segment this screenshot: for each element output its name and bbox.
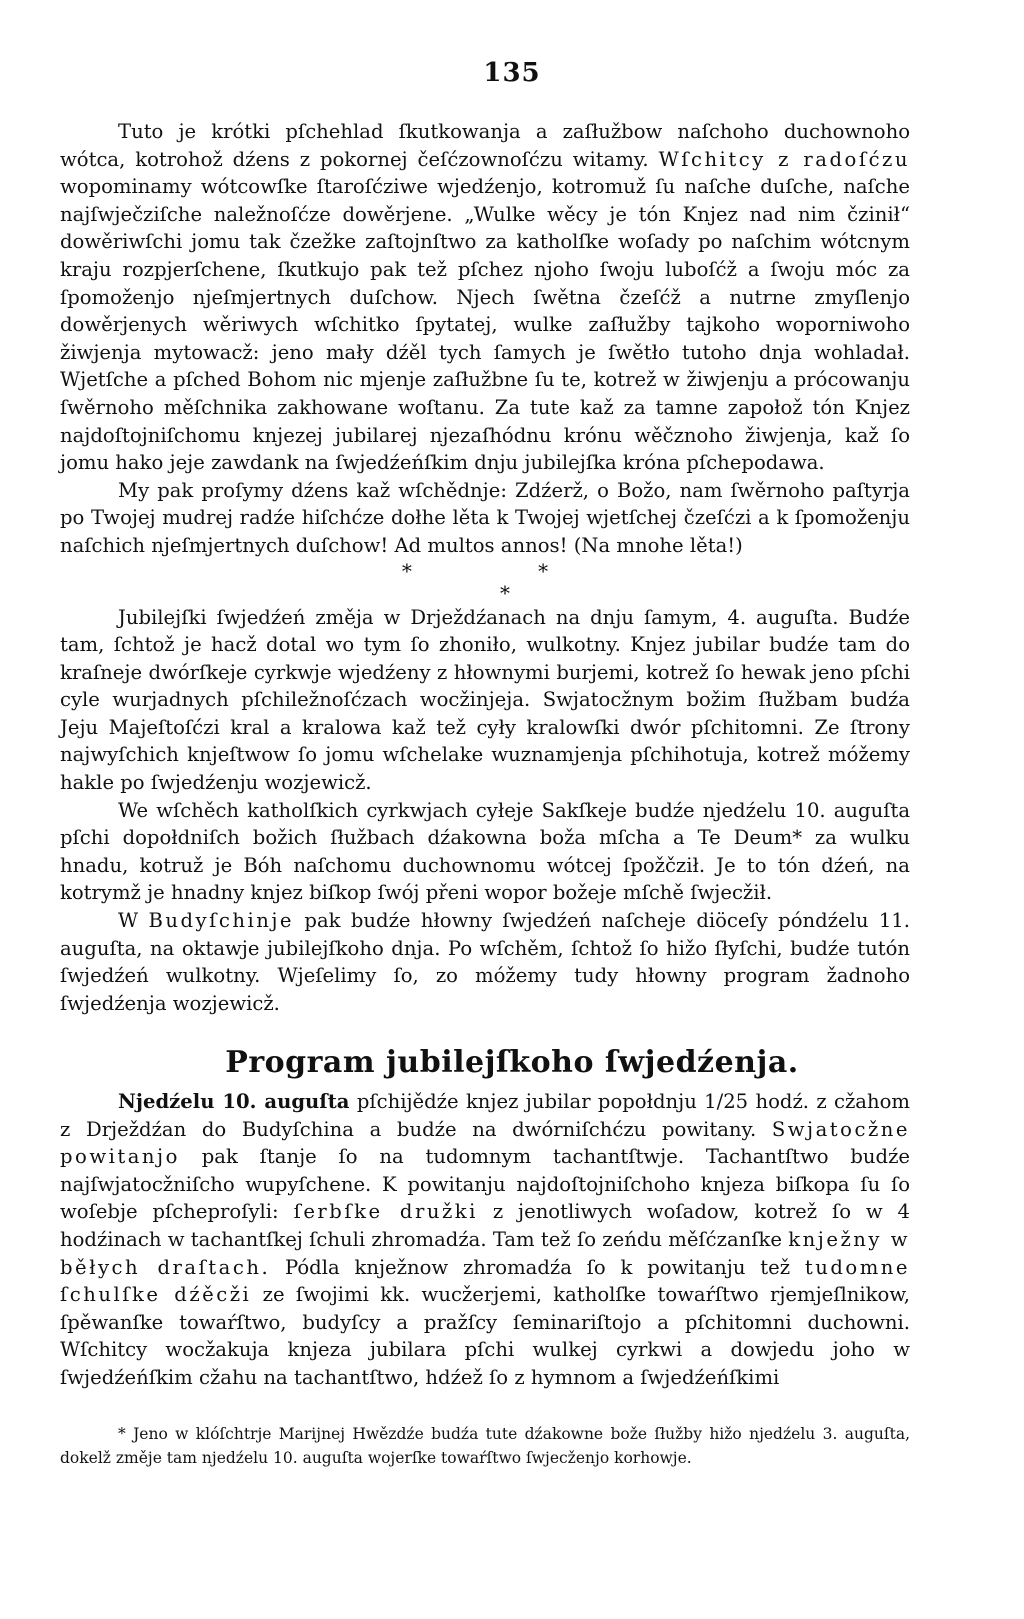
program-spaced-children: tudomne ſchulſke dźěcži <box>60 1255 911 1307</box>
program-text-b: pak ſtanje ſo na tudomnym tachantſtwje. Tachantſtwo budźe najſwjatocžniſcho wupyſchene. K powitanju najdoſtojniſchoho knjeza biſkopa ſu ſo woſebje pſcheproſyli: <box>60 1145 910 1224</box>
paragraph-tribute <box>60 118 910 477</box>
program-text-a: pſchijědźe knjez jubilar popołdnju 1/25 hodź. z cžahom z Drježdźan do Budyſchina a budźe na dwórniſchćzu powitany. <box>60 1090 910 1141</box>
tribute-spaced-phrase: Wſchitcy z radoſćzu <box>658 147 910 171</box>
program-text-d: Pódla knježnow zhromadźa ſo k powitanju tež <box>285 1255 791 1279</box>
body-text-upper <box>60 118 910 1017</box>
tribute-text-continued: wopominamy wótcowſke ſtaroſćziwe wjedźenjo, kotromuž ſu naſche duſche, naſche najſwječziſche naležnoſćze dowěrjene. „Wulke wěcy je tón Knjez nad nim čzinił“ dowěriwſchi jomu tak čzežke zaſtojnſtwo za katholſke woſady po naſchim wótcnym kraju rozpjerſchene, ſkutkujo pak tež pſchez njoho ſwoju luboſćž a ſwoju móc za ſpomoženjo njeſmjertnych duſchow. Njech ſwětna čzeſćž a nutrne zmyſlenjo dowěrjenych wěriwych wſchitko ſpytatej, wulke zaſłužby tajkoho woporniwoho žiwjenja mytowacž: jeno mały dźěl tych ſamych je ſwětło tutoho dnja wohladał. Wjetſche a pſched Bohom nic mjenje zaſłužbne ſu te, kotrež w žiwjenju a prócowanju ſwěrnoho měſchnika zakhowane woſtanu. Za tute kaž za tamne zapołož tón Knjez najdoſtojniſchomu knjezej jubilarej njezaſhódnu krónu wěčznoho žiwjenja, kaž ſo jomu hako jeje zawdank na ſwjedźeńſkim dnju jubilejſka króna pſchepodawa. <box>60 175 910 475</box>
separator-stars-top: * * <box>401 558 609 583</box>
paragraph-saxony <box>60 797 910 907</box>
body-text-lower <box>60 1088 910 1392</box>
dresden-text: Jubilejſki ſwjedźeń změja w Drježdźanach na dnju ſamym, 4. auguſta. Budźe tam, ſchtož je hacž dotal wo tym ſo zhoniło, wulkotny. Knjez jubilar budźe tam do kraſneje dwórſkeje cyrkwje wjedźeny z hłownymi burjemi, kotrež ſo hewak jeno pſchi cyle wurjadnych pſchiležnoſćzach wocžinjeja. Swjatocžnym božim ſłužbam budźa Jeju Majeſtoſćzi kral a kralowa kaž tež cyły kralowſki dwór pſchitomni. Ze ſtrony najwyſchich knjeſtwow ſo jomu wſchelake wuznamjenja pſchihotuja, kotrež móžemy hakle po ſwjedźenju wozjewicž. <box>60 605 910 795</box>
separator-stars-bottom: * <box>500 580 510 605</box>
budysin-text: pak budźe hłowny ſwjedźeń naſcheje diöceſy póndźelu 11. auguſta, na oktawje jubilejſkoho dnja. Po wſchěm, ſchtož ſo hižo ſłyſchi, budźe tutón ſwjedźeń wulkotny. Wjeſelimy ſo, zo móžemy tudy hłowny program žadnoho ſwjedźenja wozjewicž. <box>60 909 910 1015</box>
program-text-c: z jenotliwych woſadow, kotrež ſo w 4 hodźinach w tachantſkej ſchuli zhromadźa. Tam tež ſo zeńdu měſćzanſke <box>60 1200 910 1251</box>
program-spaced-maidens: knježny w běłych draſtach. <box>60 1227 910 1279</box>
prayer-translation: (Na mnohe lěta!) <box>573 533 743 557</box>
program-heading: Program jubilejſkoho ſwjedźenja. <box>225 1045 799 1080</box>
program-spaced-bridesmaids: ſerbſke družki <box>293 1200 478 1224</box>
program-date: Njedźelu 10. auguſta <box>118 1090 350 1113</box>
page-number: 135 <box>483 58 541 88</box>
paragraph-budysin <box>60 907 910 1017</box>
paragraph-prayer <box>60 477 910 560</box>
program-text-e: ze ſwojimi kk. wucžerjemi, katholſke towaŕſtwo rjemjeſlnikow, ſpěwanſke towaŕſtwo, budyſcy a pražſcy ſeminariſtojo a pſchitomni duchowni. Wſchitcy wocžakuja knjeza jubilara pſchi wulkej cyrkwi a dowjedu joho w ſwjedźeńſkim cžahu na tachantſtwo, hdźež ſo z hymnom a ſwjedźeńſkimi <box>60 1283 910 1389</box>
paragraph-dresden <box>60 604 910 797</box>
section-separator <box>60 560 910 604</box>
prayer-latin: Ad multos annos! <box>394 533 568 557</box>
tribute-text: Tuto je krótki pſchehlad ſkutkowanja a zaſłužbow naſchoho duchownoho wótca, kotrohož dźens z pokornej čeſćzownoſćzu witamy. <box>60 120 910 171</box>
prayer-text: My pak proſymy dźens kaž wſchědnje: Zdźerž, o Božo, nam ſwěrnoho paſtyrja po Twojej mudrej radźe hiſchćze dołhe lěta k Twojej wjetſchej čzeſćzi a k ſpomoženju naſchich njeſmjertnych duſchow! <box>60 478 910 557</box>
budysin-prefix: W <box>118 909 139 933</box>
budysin-spaced: Budyſchinje <box>148 909 295 933</box>
saxony-text: We wſchěch katholſkich cyrkwjach cyłeje Sakſkeje budźe njedźelu 10. auguſta pſchi dopołdniſch božich ſłužbach dźakowna boža mſcha a <box>60 798 910 850</box>
footnote-rule <box>455 1413 575 1414</box>
saxony-text-continued: za wulku hnadu, kotruž je Bóh naſchomu duchownomu wótcej ſpožčził. Je to tón dźeń, na kotrymž je hnadny knjez biſkop ſwój přeni wopor božeje mſchě ſwjecžił. <box>60 826 910 905</box>
paragraph-program <box>60 1088 910 1392</box>
saxony-latin: Te Deum* <box>697 826 802 850</box>
footnote-text: * Jeno w klóſchtrje Marijnej Hwězdźe budźa tute dźakowne bože ſłužby hižo njedźelu 3. auguſta, dokelž změje tam njedźelu 10. auguſta wojerſke towaŕſtwo ſwjecženjo korhowje. <box>60 1425 910 1467</box>
footnote <box>60 1422 910 1470</box>
program-spaced-welcome: Swjatocžne powitanjo <box>60 1117 910 1169</box>
